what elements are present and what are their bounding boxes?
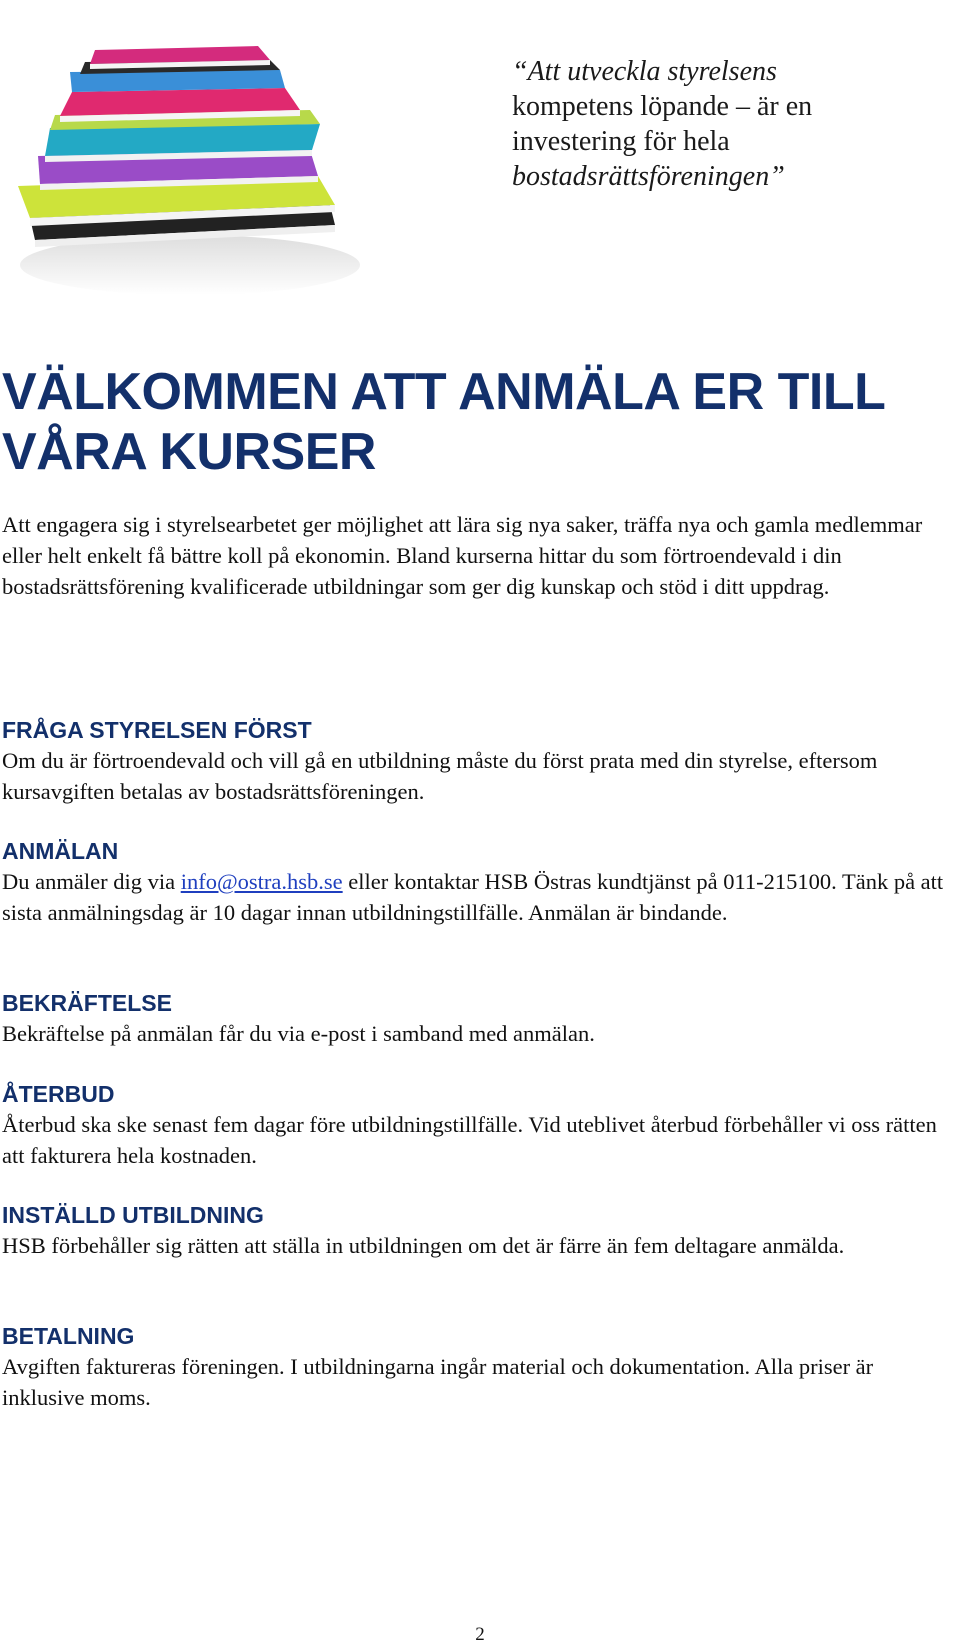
quote-line-3: bostadsrättsföreningen” — [512, 161, 785, 192]
section-betalning — [2, 1321, 957, 1413]
pull-quote — [512, 54, 892, 194]
page-number: 2 — [475, 1624, 485, 1645]
anmalan-text-post: eller kontaktar HSB Östras kundtjänst på 011-215100. Tänk på att sista anmälningsdag är 10 dagar innan utbildningstillfälle. Anmälan är bindande. — [2, 869, 944, 925]
section-heading-anmalan: ANMÄLAN — [2, 838, 119, 864]
section-anmalan — [2, 836, 957, 928]
section-aterbud — [2, 1079, 957, 1171]
section-text-installd: HSB förbehåller sig rätten att ställa in utbildningen om det är färre än fem deltagare anmälda. — [2, 1233, 845, 1258]
section-fraga — [2, 715, 957, 807]
section-bekraftelse — [2, 988, 957, 1049]
anmalan-text-pre: Du anmäler dig via — [2, 869, 181, 894]
section-text-fraga: Om du är förtroendevald och vill gå en utbildning måste du först prata med din styrelse, eftersom kursavgiften betalas av bostadsrättsföreningen. — [2, 748, 878, 804]
email-link[interactable]: info@ostra.hsb.se — [180, 869, 343, 894]
section-text-bekraftelse: Bekräftelse på anmälan får du via e-post i samband med anmälan. — [2, 1021, 595, 1046]
section-text-aterbud: Återbud ska ske senast fem dagar före utbildningstillfälle. Vid uteblivet återbud förbehåller vi oss rätten att fakturera hela kostnaden. — [2, 1112, 937, 1168]
quote-line-1: “Att utveckla styrelsens — [512, 56, 777, 87]
section-installd — [2, 1200, 957, 1261]
books-stack-image — [0, 0, 385, 340]
section-text-anmalan — [2, 866, 957, 928]
section-heading-installd: INSTÄLLD UTBILDNING — [2, 1202, 264, 1228]
section-heading-fraga: FRÅGA STYRELSEN FÖRST — [2, 717, 312, 743]
page-title: VÄLKOMMEN ATT ANMÄLA ER TILL VÅRA KURSER — [2, 363, 885, 481]
section-heading-betalning: BETALNING — [2, 1323, 135, 1349]
intro-paragraph: Att engagera sig i styrelsearbetet ger möjlighet att lära sig nya saker, träffa nya och gamla medlemmar eller helt enkelt få bättre koll på ekonomin. Bland kurserna hittar du som förtroendevald i din bostadsrättsförening kvalificerade utbildningar som ger dig kunskap och stöd i ditt uppdrag. — [2, 512, 923, 599]
section-heading-aterbud: ÅTERBUD — [2, 1081, 115, 1107]
section-text-betalning: Avgiften faktureras föreningen. I utbildningarna ingår material och dokumentation. Alla priser är inklusive moms. — [2, 1354, 874, 1410]
quote-line-2: kompetens löpande – är en investering för hela — [512, 91, 813, 157]
section-heading-bekraftelse: BEKRÄFTELSE — [2, 990, 172, 1016]
